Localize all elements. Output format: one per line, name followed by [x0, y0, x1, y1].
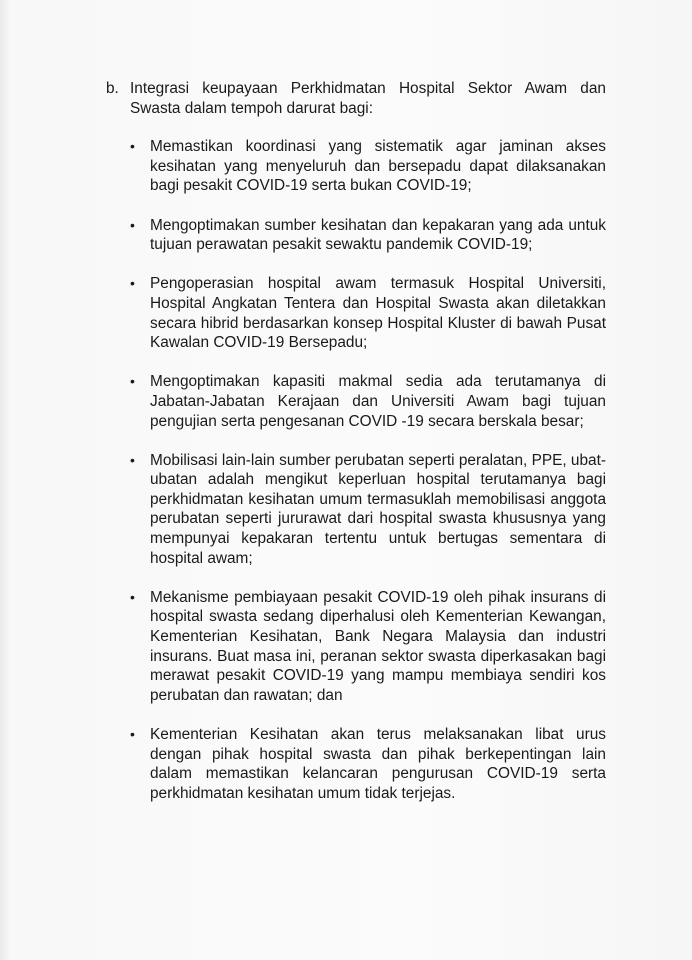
- bullet-icon: •: [130, 275, 135, 292]
- list-item: [130, 216, 606, 255]
- bullet-icon: •: [130, 373, 135, 390]
- bullet-icon: •: [130, 216, 135, 233]
- list-item-text: Memastikan koordinasi yang sistematik agar jaminan akses kesihatan yang menyeluruh dan bersepadu dapat dilaksanakan bagi pesakit COVID-19 serta bukan COVID-19;: [150, 138, 606, 195]
- list-item: [130, 137, 606, 196]
- list-item: [130, 451, 606, 569]
- list-item-text: Kementerian Kesihatan akan terus melaksanakan libat urus dengan pihak hospital swasta dan pihak berkepentingan lain dalam memastikan kelancaran pengurusan COVID-19 serta perkhidmatan kesihatan umum tidak terjejas.: [150, 726, 606, 802]
- bullet-icon: •: [130, 451, 135, 468]
- section-b-heading: Integrasi keupayaan Perkhidmatan Hospital Sektor Awam dan Swasta dalam tempoh darurat bagi:: [130, 80, 606, 117]
- list-item: [130, 372, 606, 431]
- section-b: [106, 79, 606, 118]
- bullet-icon: •: [130, 726, 135, 742]
- list-item: [130, 725, 606, 803]
- bullet-list: [106, 137, 606, 803]
- document-body: [106, 79, 606, 823]
- bullet-icon: •: [130, 138, 135, 155]
- list-item-text: Mobilisasi lain-lain sumber perubatan seperti peralatan, PPE, ubat-ubatan adalah mengikut keperluan hospital terutamanya bagi perkhidmatan kesihatan umum termasuklah memobilisasi anggota perubatan seperti jururawat dari hospital swasta khususnya yang mempunyai kepakaran tertentu untuk bertugas sementara di hospital awam;: [150, 451, 606, 567]
- section-b-marker: b.: [106, 80, 119, 97]
- list-item: [130, 274, 606, 352]
- list-item-text: Mengoptimakan sumber kesihatan dan kepakaran yang ada untuk tujuan perawatan pesakit sewaktu pandemik COVID-19;: [150, 216, 606, 254]
- list-item: [130, 588, 606, 706]
- bullet-icon: •: [130, 588, 135, 605]
- list-item-text: Mengoptimakan kapasiti makmal sedia ada terutamanya di Jabatan-Jabatan Kerajaan dan Universiti Awam bagi tujuan pengujian serta pengesanan COVID -19 secara berskala besar;: [150, 373, 606, 430]
- list-item-text: Mekanisme pembiayaan pesakit COVID-19 oleh pihak insurans di hospital swasta sedang diperhalusi oleh Kementerian Kewangan, Kementerian Kesihatan, Bank Negara Malaysia dan industri insurans. Buat masa ini, peranan sektor swasta diperkasakan bagi merawat pesakit COVID-19 yang mampu membiaya sendiri kos perubatan dan rawatan; dan: [150, 588, 606, 704]
- list-item-text: Pengoperasian hospital awam termasuk Hospital Universiti, Hospital Angkatan Tentera dan Hospital Swasta akan diletakkan secara hibrid berdasarkan konsep Hospital Kluster di bawah Pusat Kawalan COVID-19 Bersepadu;: [150, 275, 606, 352]
